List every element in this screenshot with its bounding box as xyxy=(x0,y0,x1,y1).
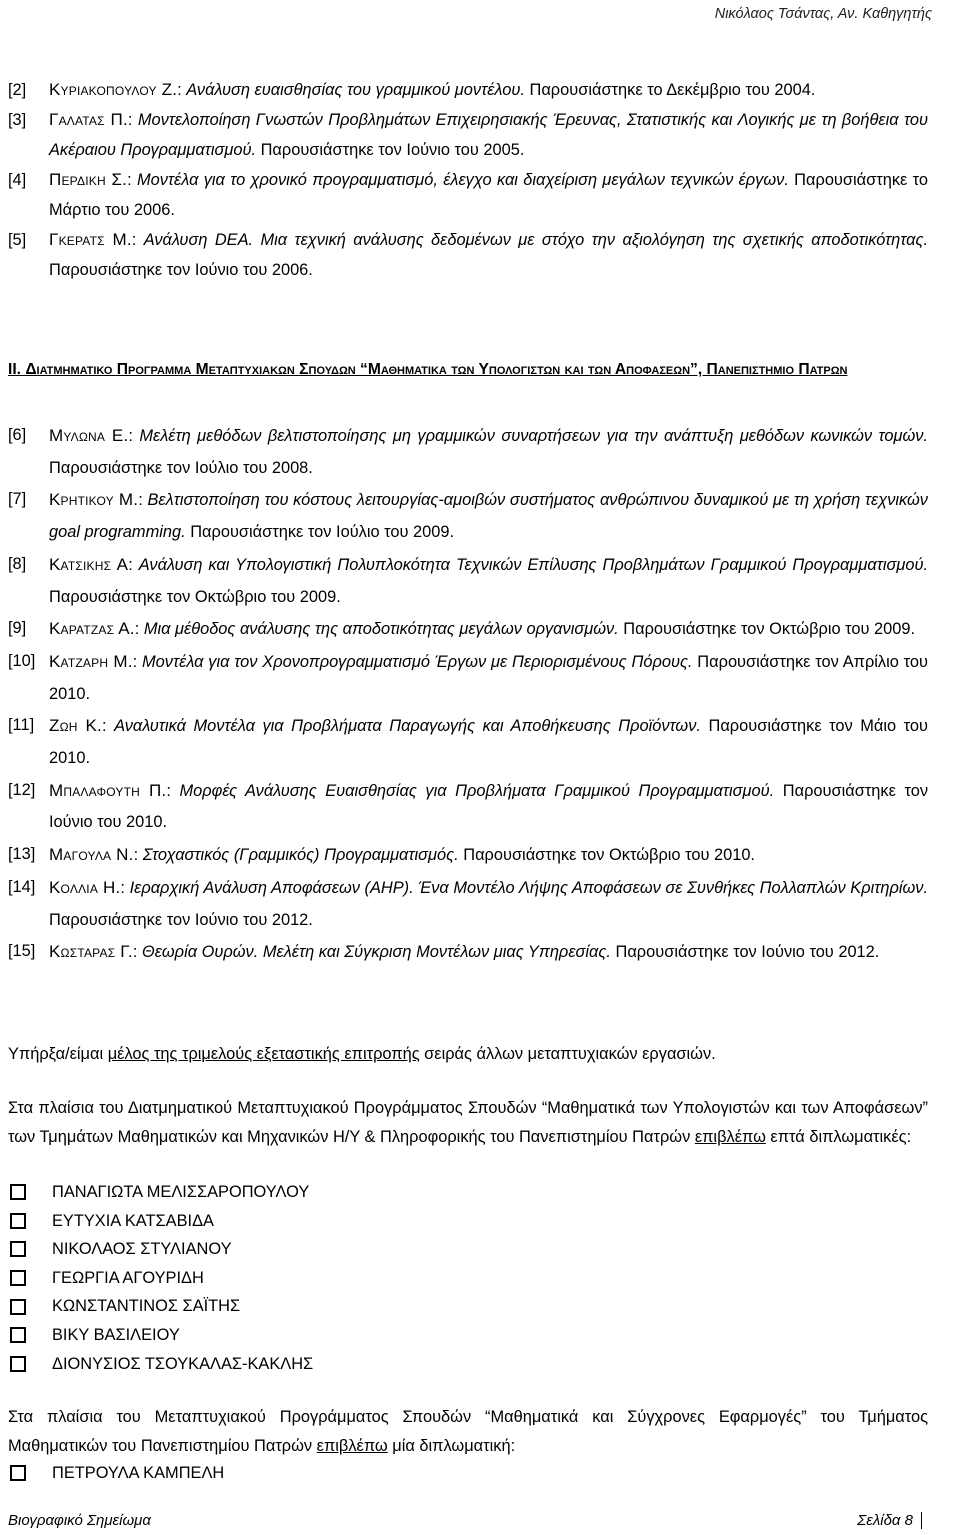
entry-author: Καρατζασ Α. xyxy=(49,619,135,639)
entry-number: [2] xyxy=(8,81,27,99)
list-item: ΒΙΚΥ ΒΑΣΙΛΕΙΟΥ xyxy=(8,1321,708,1350)
entry-date: Παρουσιάστηκε τον Ιούνιο του 2005. xyxy=(256,141,525,159)
list-item: ΠΑΝΑΓΙΩΤΑ ΜΕΛΙΣΣΑΡΟΠΟΥΛΟΥ xyxy=(8,1178,708,1207)
entry-number: [14] xyxy=(8,877,36,896)
checkbox-square-icon xyxy=(10,1299,26,1315)
page-footer xyxy=(8,1512,922,1529)
thesis-entry: [2] Κυριακοπουλου Ζ.: Ανάλυση ευαισθησίας του γραμμικού μοντέλου. Παρουσιάστηκε το Δεκέμβριο του 2004. xyxy=(8,75,928,105)
entry-number: [9] xyxy=(8,619,27,638)
entry-author: Μαγουλα Ν. xyxy=(49,845,134,865)
entry-date: Παρουσιάστηκε τον Μάιο του 2010. xyxy=(49,717,928,768)
thesis-entry: [5] Γκερατσ Μ.: Ανάλυση DEA. Μια τεχνική ανάλυσης δεδομένων με στόχο την αξιολόγηση της σχετικής αποδοτικότητας. Παρουσιάστηκε τον Ιούνιο του 2006. xyxy=(8,225,928,285)
checkbox-square-icon xyxy=(10,1213,26,1229)
entry-author: Κολλια Η. xyxy=(49,877,121,897)
thesis-entry: [9] Καρατζασ Α.: Μια μέθοδος ανάλυσης της αποδοτικότητας μεγάλων οργανισμών. Παρουσιάστηκε τον Οκτώβριο του 2009. xyxy=(8,613,928,646)
entry-author: Κατσικησ Α xyxy=(49,554,129,574)
entry-title: Στοχαστικός (Γραμμικός) Προγραμματισμός. xyxy=(142,846,459,865)
entry-title: Μελέτη μεθόδων βελτιστοποίησης μη γραμμικών συναρτήσεων για την ανάπτυξη μεθόδων κωνικών τομών. xyxy=(139,427,928,445)
entry-title: Ανάλυση και Υπολογιστική Πολυπλοκότητα Τεχνικών Επίλυσης Προβλημάτων Γραμμικού Προγραμματισμού. xyxy=(138,555,929,574)
thesis-entry: [4] Περδικη Σ.: Μοντέλα για το χρονικό προγραμματισμό, έλεγχο και διαχείριση μεγάλων τεχνικών έργων. Παρουσιάστηκε το Μάρτιο του 2006. xyxy=(8,165,928,225)
supervision-paragraph-2: Στα πλαίσια του Μεταπτυχιακού Προγράμματος Σπουδών “Μαθηματικά και Σύγχρονες Εφαρμογές” του Τμήματος Μαθηματικών του Πανεπιστημίου Πατρών επιβλέπω μία διπλωματική: xyxy=(8,1408,928,1455)
thesis-entry: [14] Κολλια Η.: Ιεραρχική Ανάλυση Αποφάσεων (AHP). Ένα Μοντέλο Λήψης Αποφάσεων σε Συνθήκες Πολλαπλών Κριτηρίων. Παρουσιάστηκε τον Ιούνιο του 2012. xyxy=(8,872,928,936)
entry-author: Κρητικου Μ. xyxy=(49,490,139,510)
entry-title: Μια μέθοδος ανάλυσης της αποδοτικότητας μεγάλων οργανισμών. xyxy=(143,620,619,639)
entry-author: Κυριακοπουλου Ζ. xyxy=(49,80,178,99)
thesis-entry: [8] Κατσικησ Α: Ανάλυση και Υπολογιστική Πολυπλοκότητα Τεχνικών Επίλυσης Προβλημάτων Γραμμικού Προγραμματισμού. Παρουσιάστηκε τον Οκτώβριο του 2009. xyxy=(8,549,928,613)
thesis-entry: [10] Κατζαρη Μ.: Μοντέλα για τον Χρονοπρογραμματισμό Έργων με Περιορισμένους Πόρους. Παρουσιάστηκε τον Απρίλιο του 2010. xyxy=(8,646,928,710)
list-item: ΕΥΤΥΧΙΑ ΚΑΤΣΑΒΙΔΑ xyxy=(8,1207,708,1236)
list-item: ΓΕΩΡΓΙΑ ΑΓΟΥΡΙΔΗ xyxy=(8,1264,708,1293)
section-number: II. xyxy=(8,361,21,378)
entry-title: Μοντελοποίηση Γνωστών Προβλημάτων Επιχειρησιακής Έρευνας, Στατιστικής και Λογικής με τη βοήθεια του Ακέραιου Προγραμματισμού. xyxy=(49,111,928,159)
entry-title: Ανάλυση ευαισθησίας του γραμμικού μοντέλου. xyxy=(186,81,525,99)
entry-date: Παρουσιάστηκε το Δεκέμβριο του 2004. xyxy=(524,81,816,99)
entry-date: Παρουσιάστηκε τον Ιούνιο του 2012. xyxy=(610,943,880,962)
thesis-entry: [12] Μπαλαφουτη Π.: Μορφές Ανάλυσης Ευαισθησίας για Προβλήματα Γραμμικού Προγραμματισμού. Παρουσιάστηκε τον Ιούνιο του 2010. xyxy=(8,775,928,839)
entry-number: [4] xyxy=(8,171,27,189)
entry-number: [13] xyxy=(8,845,36,864)
entry-author: Κατζαρη Μ. xyxy=(49,651,133,671)
entry-title: Βελτιστοποίηση του κόστους λειτουργίας-αμοιβών συστήματος ανθρώπινου δυναμικού με τη χρήση τεχνικών goal programming. xyxy=(49,491,928,542)
checkbox-square-icon xyxy=(10,1356,26,1372)
committee-paragraph: Υπήρξα/είμαι μέλος της τριμελούς εξεταστικής επιτροπής σειράς άλλων μεταπτυχιακών εργασιών. xyxy=(8,1045,716,1063)
entry-date: Παρουσιάστηκε τον Οκτώβριο του 2009. xyxy=(618,620,916,639)
entry-author: Κωσταρασ Γ. xyxy=(49,942,133,962)
footer-title: Βιογραφικό Σημείωμα xyxy=(8,1512,151,1529)
entry-title: Μοντέλα για τον Χρονοπρογραμματισμό Έργων με Περιορισμένους Πόρους. xyxy=(142,652,693,671)
entry-date: Παρουσιάστηκε τον Ιούνιο του 2006. xyxy=(49,261,313,279)
list-item: ΔΙΟΝΥΣΙΟΣ ΤΣΟΥΚΑΛΑΣ-ΚΑΚΛΗΣ xyxy=(8,1350,708,1379)
list-item: ΠΕΤΡΟΥΛΑ ΚΑΜΠΕΛΗ xyxy=(8,1459,708,1488)
entry-number: [8] xyxy=(8,554,27,573)
checkbox-square-icon xyxy=(10,1270,26,1286)
entry-date: Παρουσιάστηκε τον Οκτώβριο του 2010. xyxy=(458,846,755,865)
entry-number: [11] xyxy=(8,716,35,735)
supervised-students-list xyxy=(8,1178,708,1378)
entry-author: Μυλωνα Ε. xyxy=(49,426,129,445)
entry-number: [10] xyxy=(8,651,36,670)
thesis-entry: [13] Μαγουλα Ν.: Στοχαστικός (Γραμμικός) Προγραμματισμός. Παρουσιάστηκε τον Οκτώβριο του 2010. xyxy=(8,839,956,872)
thesis-entry: [7] Κρητικου Μ.: Βελτιστοποίηση του κόστους λειτουργίας-αμοιβών συστήματος ανθρώπινου δυναμικού με τη χρήση τεχνικών goal programming. Παρουσιάστηκε τον Ιούλιο του 2009. xyxy=(8,484,928,548)
entry-author: Περδικη Σ. xyxy=(49,170,128,189)
entry-number: [15] xyxy=(8,942,36,961)
entry-date: Παρουσιάστηκε τον Ιούλιο του 2008. xyxy=(49,458,313,477)
entry-title: Ανάλυση DEA. Μια τεχνική ανάλυσης δεδομένων με στόχο την αξιολόγηση της σχετικής αποδοτικότητας. xyxy=(143,231,928,249)
entry-title: Θεωρία Ουρών. Μελέτη και Σύγκριση Μοντέλων μιας Υπηρεσίας. xyxy=(141,943,611,962)
thesis-entry: [3] Γαλατασ Π.: Μοντελοποίηση Γνωστών Προβλημάτων Επιχειρησιακής Έρευνας, Στατιστικής και Λογικής με τη βοήθεια του Ακέραιου Προγραμματισμού. Παρουσιάστηκε τον Ιούνιο του 2005. xyxy=(8,105,928,165)
checkbox-square-icon xyxy=(10,1241,26,1257)
entry-author: Γκερατσ Μ. xyxy=(49,230,132,249)
list-item: ΚΩΝΣΤΑΝΤΙΝΟΣ ΣΑΪΤΗΣ xyxy=(8,1292,708,1321)
section-title: Διατμηματικο Προγραμμα Μεταπτυχιακων Σπουδων “Μαθηματικα των Υπολογιστων και των Αποφασεων”, Πανεπιστημιο Πατρων xyxy=(25,361,848,378)
entry-title: Μορφές Ανάλυσης Ευαισθησίας για Προβλήματα Γραμμικού Προγραμματισμού. xyxy=(179,781,775,800)
entry-title: Αναλυτικά Μοντέλα για Προβλήματα Παραγωγής και Αποθήκευσης Προϊόντων. xyxy=(114,717,701,736)
entry-number: [12] xyxy=(8,780,36,799)
entry-date: Παρουσιάστηκε τον Ιούνιο του 2012. xyxy=(49,910,313,929)
entry-number: [6] xyxy=(8,426,27,444)
checkbox-square-icon xyxy=(10,1465,26,1481)
checkbox-square-icon xyxy=(10,1184,26,1200)
entry-number: [3] xyxy=(8,111,27,129)
entry-author: Μπαλαφουτη Π. xyxy=(49,780,167,800)
supervision-paragraph: Στα πλαίσια του Διατμηματικού Μεταπτυχιακού Προγράμματος Σπουδών “Μαθηματικά των Υπολογιστών και των Αποφάσεων” των Τμημάτων Μαθηματικών και Μηχανικών Η/Υ & Πληροφορικής του Πανεπιστημίου Πατρών επιβλέπω επτά διπλωματικές: xyxy=(8,1099,928,1146)
section-heading xyxy=(8,355,928,384)
page-header: Νικόλαος Τσάντας, Αν. Καθηγητής xyxy=(714,6,932,22)
entry-title: Ιεραρχική Ανάλυση Αποφάσεων (AHP). Ένα Μοντέλο Λήψης Αποφάσεων σε Συνθήκες Πολλαπλών Κριτηρίων. xyxy=(129,878,928,897)
entry-number: [5] xyxy=(8,231,27,249)
entry-date: Παρουσιάστηκε τον Οκτώβριο του 2009. xyxy=(49,587,341,606)
entry-date: Παρουσιάστηκε τον Ιούλιο του 2009. xyxy=(185,523,455,542)
entry-author: Γαλατασ Π. xyxy=(49,110,128,129)
supervised-students-list-2 xyxy=(8,1459,708,1488)
entry-date: Παρουσιάστηκε το Μάρτιο του 2006. xyxy=(49,171,928,219)
entry-date: Παρουσιάστηκε τον Απρίλιο του 2010. xyxy=(49,652,928,703)
checkbox-square-icon xyxy=(10,1327,26,1343)
entry-title: Μοντέλα για το χρονικό προγραμματισμό, έλεγχο και διαχείριση μεγάλων τεχνικών έργων. xyxy=(136,171,789,189)
entry-date: Παρουσιάστηκε τον Ιούνιο του 2010. xyxy=(49,781,929,832)
thesis-list-a xyxy=(8,75,928,285)
thesis-entry: [15] Κωσταρασ Γ.: Θεωρία Ουρών. Μελέτη και Σύγκριση Μοντέλων μιας Υπηρεσίας. Παρουσιάστηκε τον Ιούνιο του 2012. xyxy=(8,936,928,969)
entry-author: Ζωη Κ. xyxy=(49,716,102,736)
thesis-list-b xyxy=(8,420,928,969)
page-number: Σελίδα 8 xyxy=(857,1512,922,1529)
entry-number: [7] xyxy=(8,490,27,509)
thesis-entry: [6] Μυλωνα Ε.: Μελέτη μεθόδων βελτιστοποίησης μη γραμμικών συναρτήσεων για την ανάπτυξη μεθόδων κωνικών τομών. Παρουσιάστηκε τον Ιούλιο του 2008. xyxy=(8,420,928,484)
thesis-entry: [11] Ζωη Κ.: Αναλυτικά Μοντέλα για Προβλήματα Παραγωγής και Αποθήκευσης Προϊόντων. Παρουσιάστηκε τον Μάιο του 2010. xyxy=(8,710,928,774)
list-item: ΝΙΚΟΛΑΟΣ ΣΤΥΛΙΑΝΟΥ xyxy=(8,1235,708,1264)
